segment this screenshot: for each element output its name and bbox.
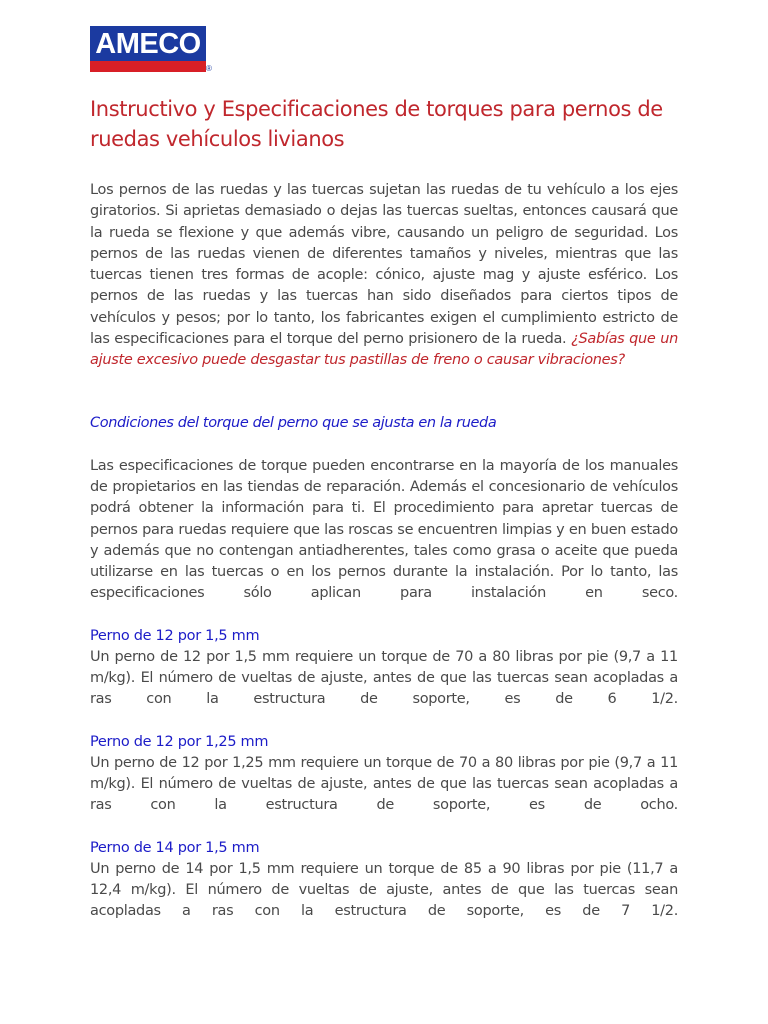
document-body: [90, 94, 678, 922]
conditions-paragraph: Las especificaciones de torque pueden encontrarse en la mayoría de los manuales de propietarios en las tiendas de reparación. Además el concesionario de vehículos podrá obtener la información para ti. El procedimiento para apretar tuercas de pernos para ruedas requiere que las roscas se encuentren limpias y en buen estado y además que no contengan antiadherentes, tales como grasa o aceite que pueda utilizarse en las tuercas o en los pernos durante la instalación. Por lo tanto, las especificaciones sólo aplican para instalación en seco.: [90, 457, 678, 602]
logo-text: AMECO: [95, 28, 201, 60]
registered-mark: ®: [206, 64, 212, 73]
perno-2-text: Un perno de 12 por 1,25 mm requiere un torque de 70 a 80 libras por pie (9,7 a 11 m/kg). El número de vueltas de ajuste, antes de que las tuercas sean acopladas a ras con la estructura de soporte, es de ocho.: [90, 754, 678, 814]
perno-2-title: Perno de 12 por 1,25 mm: [90, 733, 269, 750]
section-heading: Condiciones del torque del perno que se ajusta en la rueda: [90, 414, 497, 431]
ameco-logo: [90, 26, 212, 73]
intro-text: Los pernos de las ruedas y las tuercas sujetan las ruedas de tu vehículo a los ejes giratorios. Si aprietas demasiado o dejas las tuercas sueltas, entonces causará que la rueda se flexione y que además vibre, causando un peligro de seguridad. Los pernos de las ruedas vienen de diferentes tamaños y niveles, mientras que las tuercas tienen tres formas de acople: cónico, ajuste mag y ajuste esférico. Los pernos de las ruedas y las tuercas han sido diseñados para ciertos tipos de vehículos y pesos; por lo tanto, los fabricantes exigen el cumplimiento estricto de las especificaciones para el torque del perno prisionero de la rueda.: [90, 182, 678, 348]
perno-3-text: Un perno de 14 por 1,5 mm requiere un torque de 85 a 90 libras por pie (11,7 a 12,4 m/kg). El número de vueltas de ajuste, antes de que las tuercas sean acopladas a ras con la estructura de soporte, es de 7 1/2.: [90, 860, 678, 920]
perno-1-title: Perno de 12 por 1,5 mm: [90, 627, 260, 644]
perno-1-text: Un perno de 12 por 1,5 mm requiere un torque de 70 a 80 libras por pie (9,7 a 11 m/kg). El número de vueltas de ajuste, antes de que las tuercas sean acopladas a ras con la estructura de soporte, es de 6 1/2.: [90, 648, 678, 708]
document-title: Instructivo y Especificaciones de torques para pernos de ruedas vehículos livianos: [90, 97, 663, 151]
perno-3-title: Perno de 14 por 1,5 mm: [90, 839, 260, 856]
intro-paragraph: [90, 180, 678, 372]
intro-highlight: ¿Sabías que un ajuste excesivo puede desgastar tus pastillas de freno o causar vibraciones?: [90, 331, 678, 369]
